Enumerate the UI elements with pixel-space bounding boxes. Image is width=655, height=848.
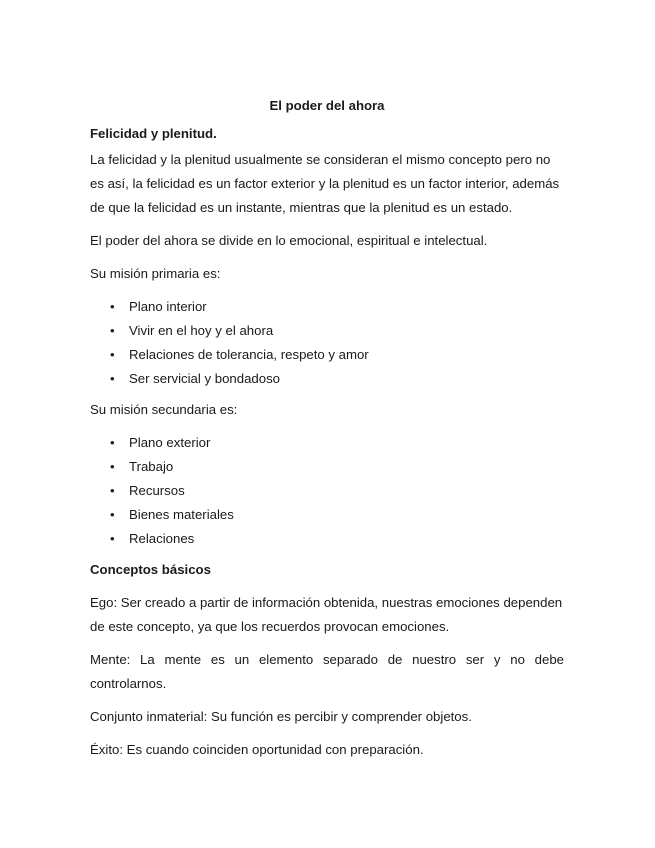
primary-mission-list — [90, 295, 564, 391]
primary-mission-intro: Su misión primaria es: — [90, 266, 221, 281]
section-heading-conceptos: Conceptos básicos — [90, 562, 211, 577]
list-item: • Vivir en el hoy y el ahora — [90, 319, 564, 343]
secondary-mission-list — [90, 431, 564, 551]
section-heading-felicidad: Felicidad y plenitud. — [90, 126, 217, 141]
list-item: • Plano interior — [90, 295, 564, 319]
bullet-icon: • — [110, 459, 115, 474]
list-item: • Bienes materiales — [90, 503, 564, 527]
bullet-icon: • — [110, 371, 115, 386]
list-item: • Trabajo — [90, 455, 564, 479]
paragraph-mente: Mente: La mente es un elemento separado de nuestro ser y no debe controlarnos. — [90, 652, 564, 691]
list-item: • Plano exterior — [90, 431, 564, 455]
list-item: • Relaciones de tolerancia, respeto y amor — [90, 343, 564, 367]
bullet-icon: • — [110, 347, 115, 362]
bullet-icon: • — [110, 531, 115, 546]
paragraph-ego: Ego: Ser creado a partir de información obtenida, nuestras emociones dependen de este concepto, ya que los recuerdos provocan emociones. — [90, 595, 563, 634]
list-item: • Recursos — [90, 479, 564, 503]
document-page — [90, 94, 564, 771]
paragraph-exito: Éxito: Es cuando coinciden oportunidad con preparación. — [90, 742, 424, 757]
list-item: • Relaciones — [90, 527, 564, 551]
paragraph-poder-ahora: El poder del ahora se divide en lo emocional, espiritual e intelectual. — [90, 233, 488, 248]
list-item: • Ser servicial y bondadoso — [90, 367, 564, 391]
bullet-icon: • — [110, 507, 115, 522]
document-title: El poder del ahora — [269, 98, 385, 113]
bullet-icon: • — [110, 323, 115, 338]
paragraph-conjunto-inmaterial: Conjunto inmaterial: Su función es percibir y comprender objetos. — [90, 709, 472, 724]
bullet-icon: • — [110, 435, 115, 450]
bullet-icon: • — [110, 483, 115, 498]
paragraph-felicidad: La felicidad y la plenitud usualmente se consideran el mismo concepto pero no es así, la felicidad es un factor exterior y la plenitud es un factor interior, además de que la felicidad es un instante, mientras que la plenitud es un estado. — [90, 152, 560, 215]
secondary-mission-intro: Su misión secundaria es: — [90, 402, 238, 417]
bullet-icon: • — [110, 299, 115, 314]
